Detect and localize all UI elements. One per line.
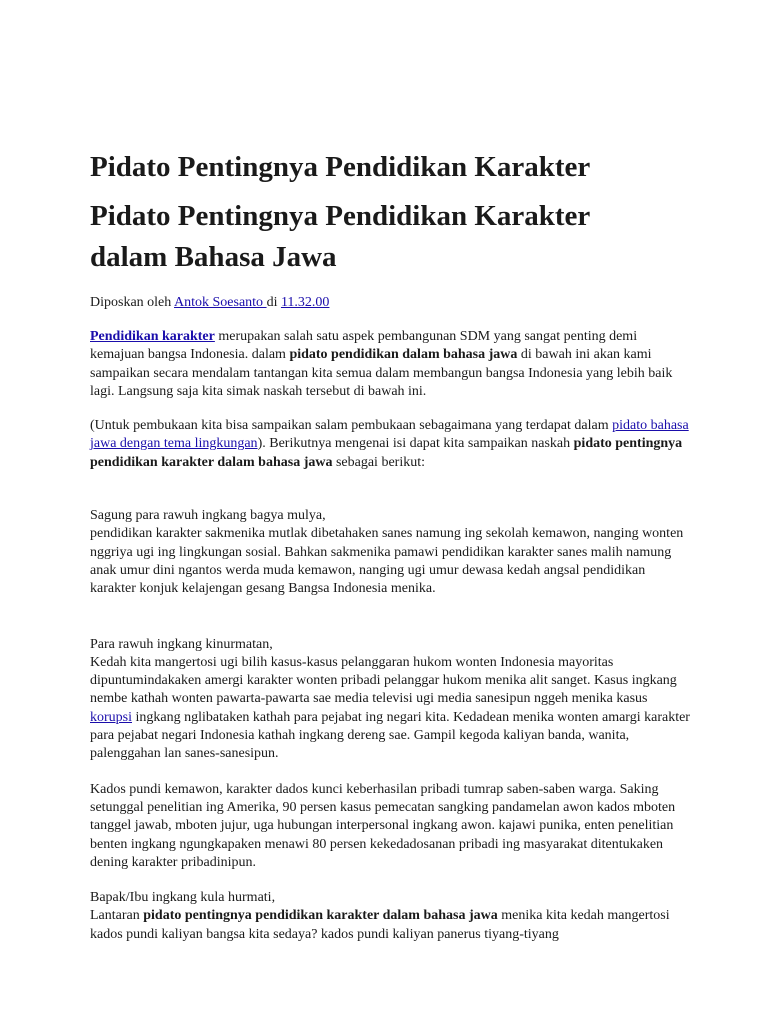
- greeting-body: pendidikan karakter sakmenika mutlak dibetahaken sanes namung ing sekolah kemawon, nanging wonten nggriya ugi ing lingkungan sosial. Bahkan sakmenika pamawi pendidikan karakter sanes malih namung anak umur dini ngantos werda muda kemawon, nanging ugi umur dewasa kedah angsal pendidikan karakter konjuk kelajengan gesang Bangsa Indonesia menika.: [90, 526, 684, 597]
- post-title-line2: dalam Bahasa Jawa: [90, 241, 337, 273]
- document-page: [90, 148, 690, 944]
- kasus-paragraph: [90, 636, 690, 764]
- note-text-2: ). Berikutnya mengenai isi dapat kita sampaikan naskah: [257, 436, 574, 452]
- para2-text-2: ingkang nglibataken kathah para pejabat ing negari kita. Kedadean menika wonten amargi karakter para pejabat negari Indonesia kathah ingkang dereng sae. Gampil kegoda kaliyan banda, wanita, palenggahan lan sanes-sanesipun.: [90, 709, 690, 762]
- para4-bold: pidato pentingnya pendidikan karakter dalam bahasa jawa: [143, 908, 498, 924]
- greeting-paragraph: [90, 507, 690, 598]
- pendidikan-karakter-link[interactable]: [90, 329, 215, 344]
- meta-middle: di: [266, 295, 281, 310]
- note-text-3: sebagai berikut:: [332, 454, 425, 470]
- note-paragraph: [90, 417, 690, 472]
- para2-salutation: Para rawuh ingkang kinurmatan,: [90, 636, 273, 652]
- intro-paragraph: [90, 328, 690, 401]
- intro-bold: pidato pendidikan dalam bahasa jawa: [289, 347, 518, 363]
- page-title: Pidato Pentingnya Pendidikan Karakter: [90, 151, 591, 183]
- intro-text-2: di bawah ini akan kami sampaikan secara mendalam tantangan kita semua dalam membangun bangsa Indonesia yang lebih baik lagi. Langsung saja kita simak naskah tersebut di bawah ini.: [90, 347, 673, 399]
- closing-paragraph: [90, 889, 690, 944]
- greeting-salutation: Sagung para rawuh ingkang bagya mulya,: [90, 508, 326, 524]
- post-meta: [90, 294, 690, 312]
- author-link[interactable]: Antok Soesanto: [174, 295, 267, 310]
- karakter-paragraph: Kados pundi kemawon, karakter dados kunci keberhasilan pribadi tumrap saben-saben warga. Saking setunggal penelitian ing Amerika, 90 persen kasus pemecatan sangking pandamelan awon kados mboten tanggel jawab, mboten jujur, uga hubungan interpersonal ingkang awon. kajawi punika, enten penelitian benten ingkang ngungkapaken menawi 80 persen kekedadosanan pribadi ing masyarakat ditentukaken dening karakter pribadinipun.: [90, 781, 676, 870]
- note-bold: pidato pentingnya pendidikan karakter dalam bahasa jawa: [90, 436, 683, 470]
- para4-salutation: Bapak/Ibu ingkang kula hurmati,: [90, 890, 276, 906]
- para4-text-2: menika kita kedah mangertosi kados pundi kaliyan bangsa kita sedaya? kados pundi kaliyan panerus tiyang-tiyang: [90, 908, 670, 942]
- korupsi-link[interactable]: korupsi: [90, 709, 132, 725]
- pidato-lingkungan-link[interactable]: pidato bahasa jawa dengan tema lingkungan: [90, 418, 689, 452]
- post-title-line1: Pidato Pentingnya Pendidikan Karakter: [90, 200, 591, 232]
- post-time-link[interactable]: 11.32.00: [280, 295, 330, 310]
- para2-text-1: Kedah kita mangertosi ugi bilih kasus-kasus pelanggaran hukom wonten Indonesia mayoritas dipuntumindakaken amergi karakter wonten pribadi pelanggar hukom menika alit sanget. Kasus ingkang nembe kathah wonten pawarta-pawarta sae media televisi ugi media sanesipun nggeh menika kasus: [90, 654, 677, 707]
- meta-prefix: Diposkan oleh: [90, 295, 174, 310]
- intro-link-text[interactable]: Pendidikan karakter: [90, 329, 215, 344]
- note-text-1: (Untuk pembukaan kita bisa sampaikan salam pembukaan sebagaimana yang terdapat dalam: [90, 418, 613, 434]
- para4-text-1: Lantaran: [90, 908, 144, 924]
- intro-text-1: merupakan salah satu aspek pembangunan SDM yang sangat penting demi kemajuan bangsa Indonesia. dalam: [90, 329, 638, 363]
- post-title: [90, 196, 690, 278]
